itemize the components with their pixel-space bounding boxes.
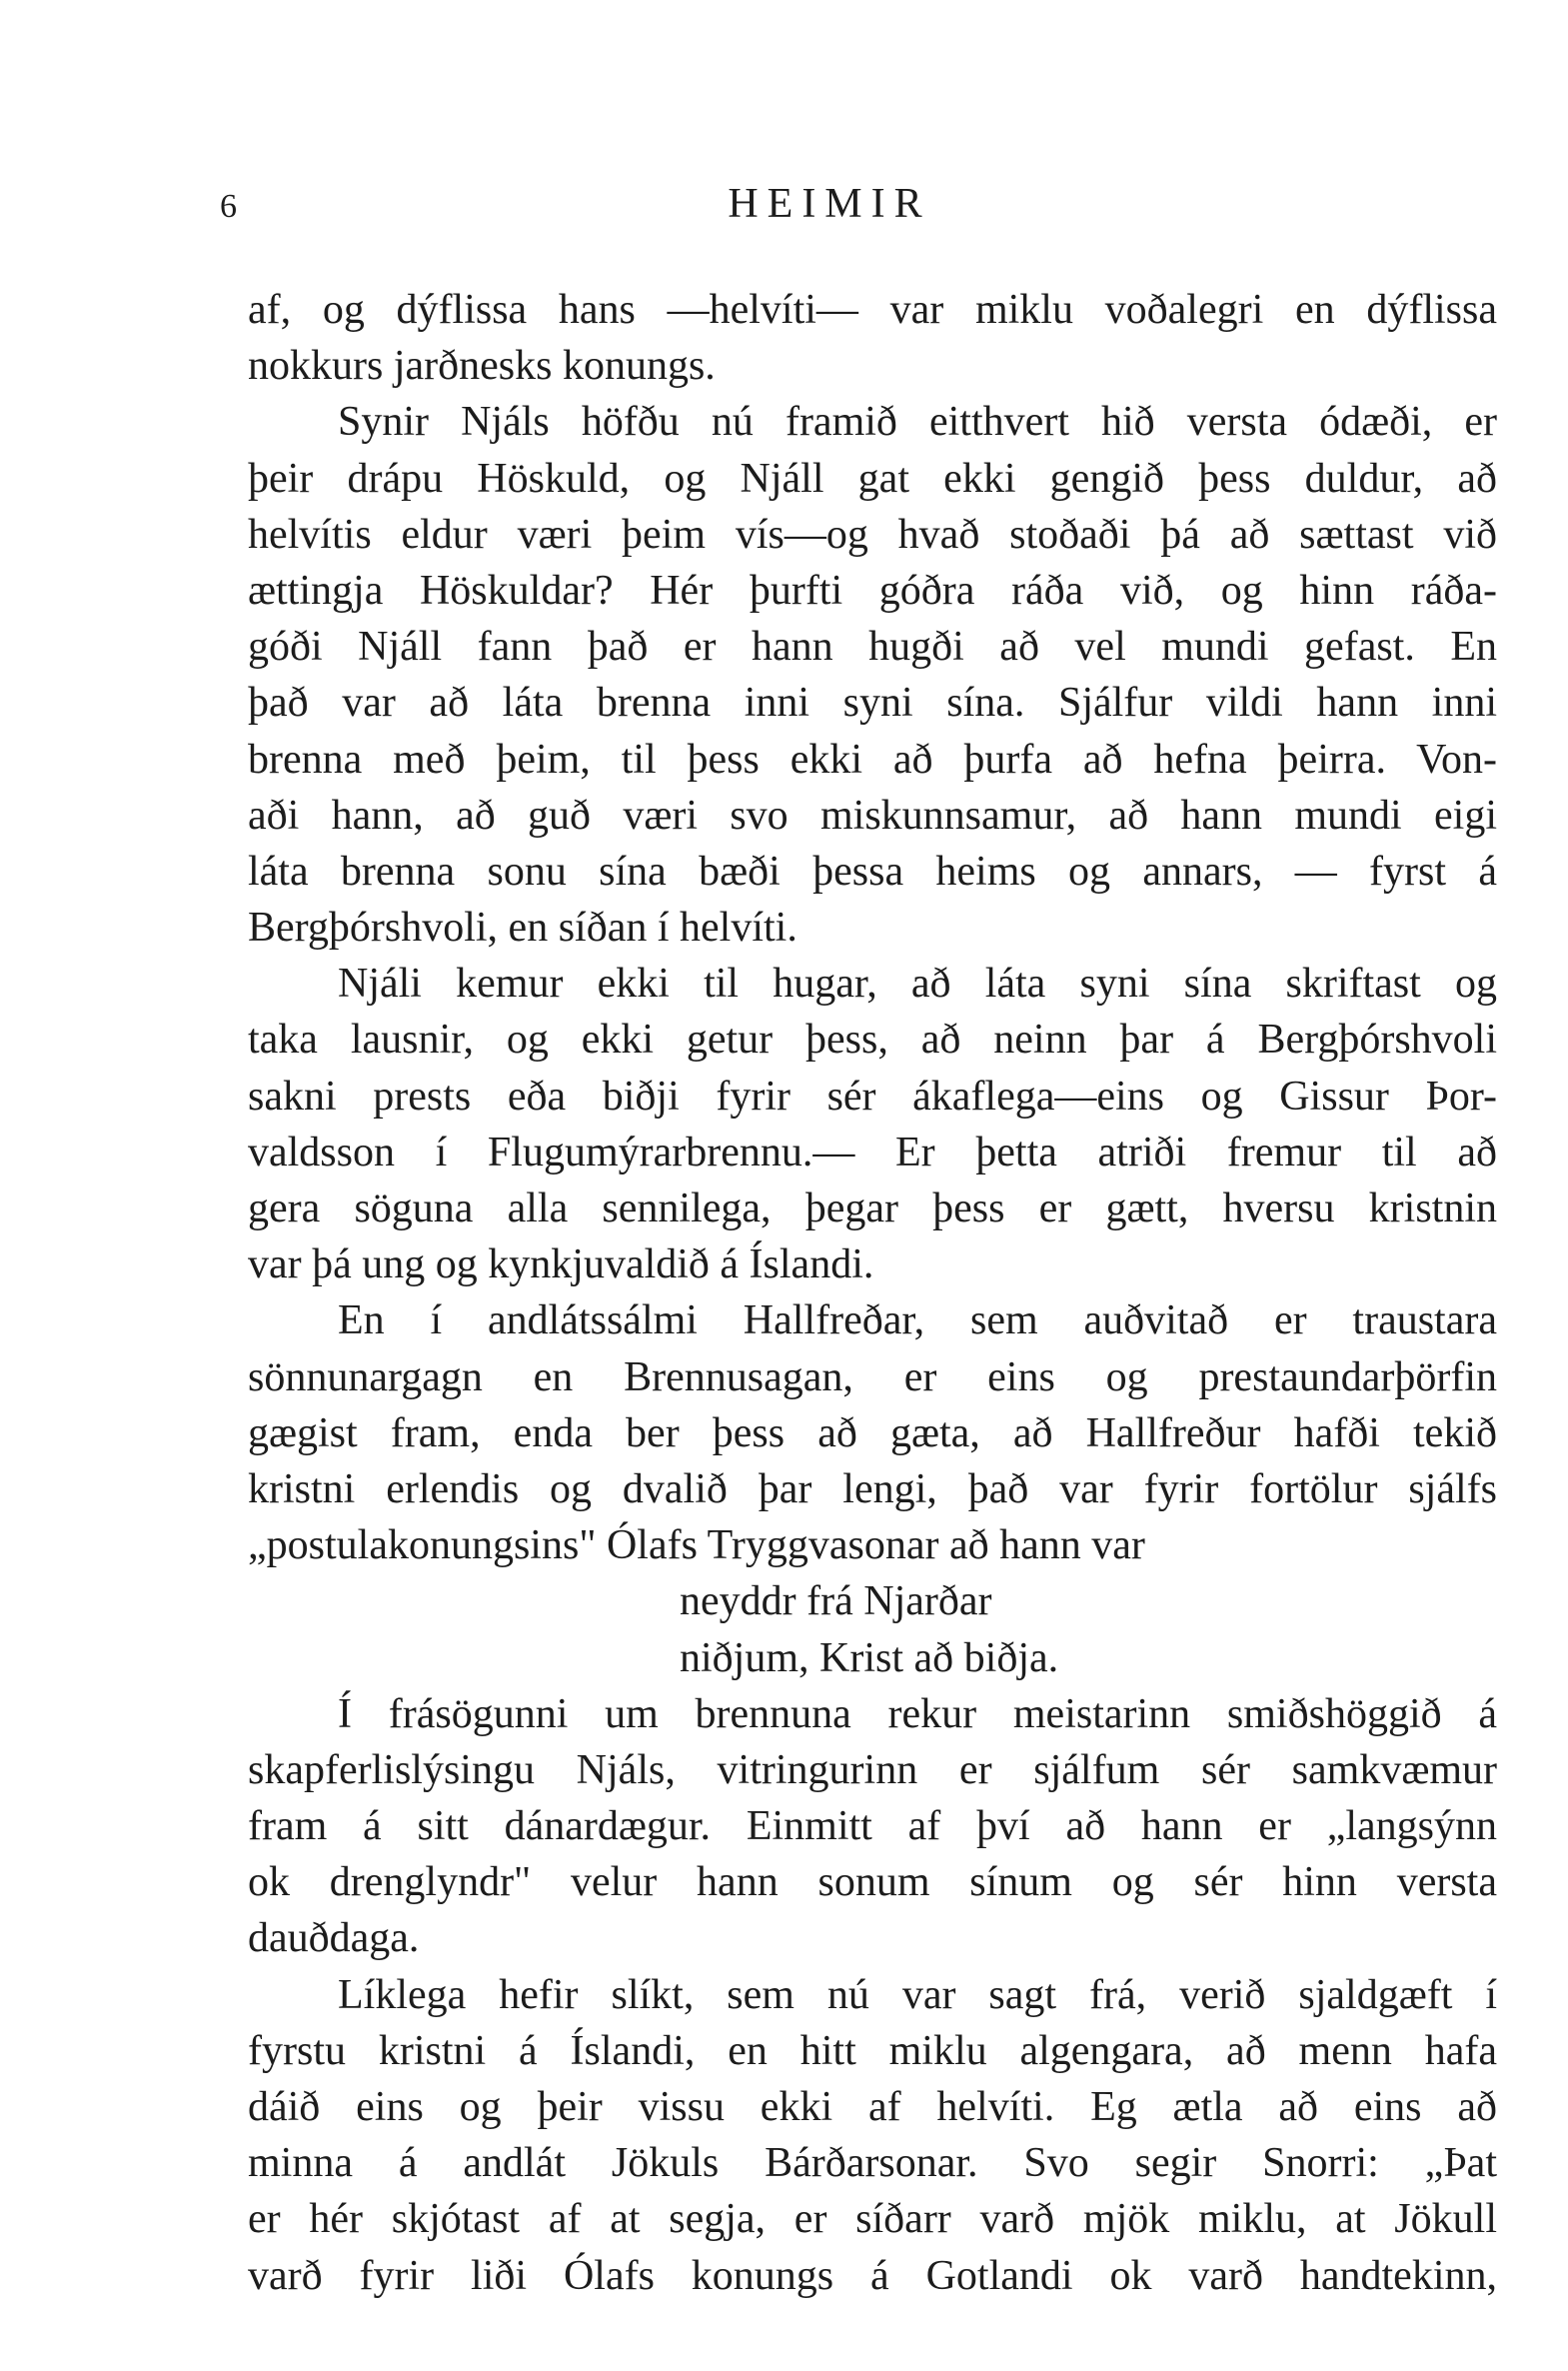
running-head: HEIMIR — [728, 181, 931, 227]
text-line: ættingja Höskuldar? Hér þurfti góðra ráða við, og hinn ráða- — [248, 567, 1497, 614]
text-line: dáið eins og þeir vissu ekki af helvíti. Eg ætla að eins að — [248, 2084, 1497, 2130]
text-line: aði hann, að guð væri svo miskunnsamur, að hann mundi eigi — [248, 792, 1497, 839]
text-line: brenna með þeim, til þess ekki að þurfa að hefna þeirra. Von- — [248, 736, 1497, 783]
text-line: Njáli kemur ekki til hugar, að láta syni sína skriftast og — [338, 961, 1497, 1008]
text-line: minna á andlát Jökuls Bárðarsonar. Svo segir Snorri: „Þat — [248, 2140, 1497, 2187]
text-line: Synir Njáls höfðu nú framið eitthvert hið versta ódæði, er — [338, 399, 1497, 446]
text-line: góði Njáll fann það er hann hugði að vel mundi gefast. En — [248, 624, 1497, 671]
text-line: „postulakonungsins" Ólafs Tryggvasonar að hann var — [248, 1522, 1145, 1569]
text-line: ok drenglyndr" velur hann sonum sínum og sér hinn versta — [248, 1859, 1497, 1906]
text-line: sakni prests eða biðji fyrir sér ákaflega—eins og Gissur Þor- — [248, 1073, 1497, 1120]
text-line: helvítis eldur væri þeim vís—og hvað stoðaði þá að sættast við — [248, 511, 1497, 558]
text-line: þeir drápu Höskuld, og Njáll gat ekki gengið þess duldur, að — [248, 455, 1497, 502]
text-line: skapferlislýsingu Njáls, vitringurinn er sjálfum sér samkvæmur — [248, 1746, 1497, 1793]
text-line: gera söguna alla sennilega, þegar þess er gætt, hversu kristnin — [248, 1186, 1497, 1231]
body-text — [248, 282, 1497, 2304]
text-line: fyrstu kristni á Íslandi, en hitt miklu algengara, að menn hafa — [248, 2027, 1497, 2074]
text-line: dauðdaga. — [248, 1915, 420, 1962]
text-line: láta brenna sonu sína bæði þessa heims og annars, — fyrst á — [248, 848, 1497, 895]
text-line: gægist fram, enda ber þess að gæta, að Hallfreður hafði tekið — [248, 1409, 1497, 1456]
text-line: Líklega hefir slíkt, sem nú var sagt frá, verið sjaldgæft í — [338, 1971, 1497, 2018]
text-line: fram á sitt dánardægur. Einmitt af því að hann er „langsýnn — [248, 1803, 1497, 1850]
text-line: var þá ung og kynkjuvaldið á Íslandi. — [248, 1241, 874, 1288]
text-line: sönnunargagn en Brennusagan, er eins og prestaundarþörfin — [248, 1353, 1497, 1400]
verse-line: niðjum, Krist að biðja. — [680, 1634, 1059, 1681]
text-line: Í frásögunni um brennuna rekur meistarinn smiðshöggið á — [338, 1690, 1497, 1737]
page-header — [200, 180, 1459, 240]
text-line: Bergþórshvoli, en síðan í helvíti. — [248, 905, 797, 952]
text-line: kristni erlendis og dvalið þar lengi, það var fyrir fortölur sjálfs — [248, 1465, 1497, 1512]
text-line: nokkurs jarðnesks konungs. — [248, 343, 716, 390]
text-line: En í andlátssálmi Hallfreðar, sem auðvitað er traustara — [338, 1297, 1497, 1344]
text-line: varð fyrir liði Ólafs konungs á Gotlandi ok varð handtekinn, — [248, 2252, 1497, 2299]
text-line: valdsson í Flugumýrarbrennu.— Er þetta atriði fremur til að — [248, 1129, 1497, 1176]
text-line: er hér skjótast af at segja, er síðarr varð mjök miklu, at Jökull — [248, 2196, 1497, 2243]
verse-line: neyddr frá Njarðar — [680, 1578, 992, 1625]
text-line: það var að láta brenna inni syni sína. Sjálfur vildi hann inni — [248, 680, 1497, 727]
page-number: 6 — [220, 188, 239, 225]
text-line: af, og dýflissa hans —helvíti— var miklu voðalegri en dýflissa — [248, 287, 1497, 333]
text-line: taka lausnir, og ekki getur þess, að neinn þar á Bergþórshvoli — [248, 1017, 1497, 1064]
